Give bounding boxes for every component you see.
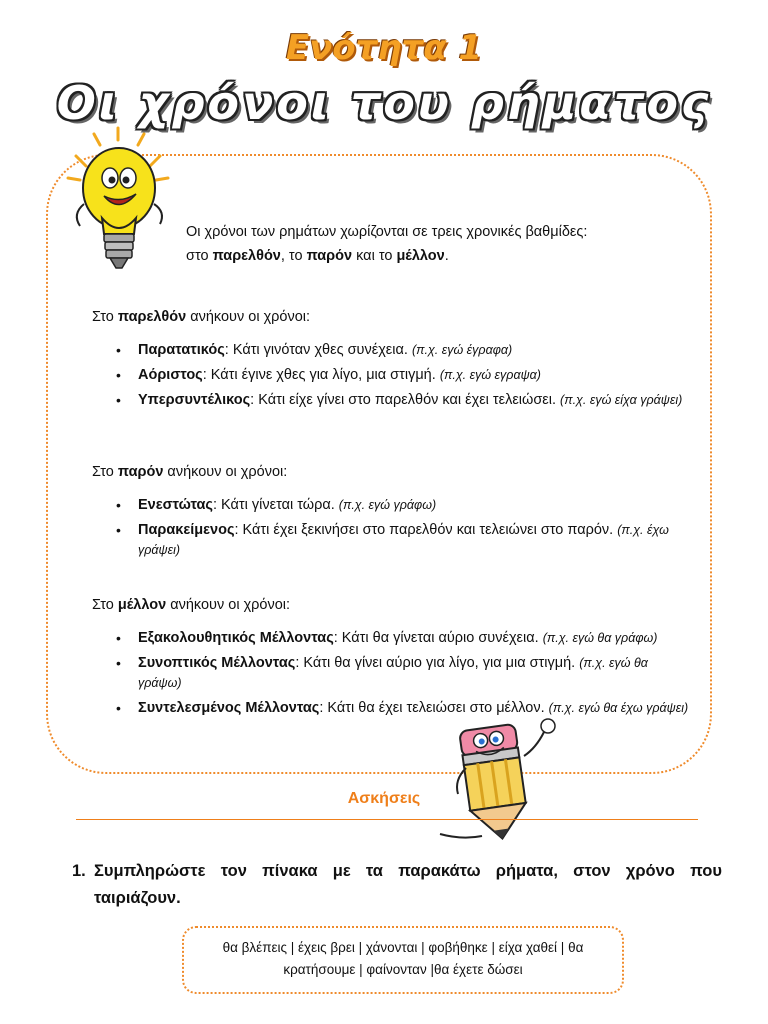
verb-bank-box	[182, 926, 624, 994]
section-heading-future: Στο μέλλον ανήκουν οι χρόνοι:	[92, 597, 291, 613]
exercises-heading: Ασκήσεις	[347, 790, 421, 807]
list-item: • Παρατατικός: Κάτι γινόταν χθες συνέχεια. (π.χ. εγώ έγραφα)	[92, 340, 692, 360]
verb-bank-line-2: κρατήσουμε | φαίνονταν |θα έχετε δώσει	[283, 962, 523, 977]
intro-line-1: Οι χρόνοι των ρημάτων χωρίζονται σε τρεις χρονικές βαθμίδες:	[186, 224, 588, 240]
list-item: • Παρακείμενος: Κάτι έχει ξεκινήσει στο παρελθόν και τελειώνει στο παρόν. (π.χ. έχω γράψει)	[92, 520, 692, 560]
task-1	[72, 858, 722, 912]
pencil-mascot-icon	[432, 708, 572, 848]
section-heading-past: Στο παρελθόν ανήκουν οι χρόνοι:	[92, 309, 311, 325]
intro-line-2: στο παρελθόν, το παρόν και το μέλλον.	[186, 248, 449, 264]
intro-future: μέλλον	[396, 248, 445, 264]
future-tense-list	[92, 628, 692, 723]
list-item: • Ενεστώτας: Κάτι γίνεται τώρα. (π.χ. εγώ γράφω)	[92, 495, 692, 515]
past-tense-list	[92, 340, 692, 415]
intro-past: παρελθόν	[212, 248, 281, 264]
unit-title: Ενότητα 1	[285, 28, 483, 68]
intro-present: παρόν	[306, 248, 353, 264]
lightbulb-mascot-icon	[64, 126, 174, 276]
list-item: • Αόριστος: Κάτι έγινε χθες για λίγο, μια στιγμή. (π.χ. εγώ εγραψα)	[92, 365, 692, 385]
list-item: • Συνοπτικός Μέλλοντας: Κάτι θα γίνει αύριο για λίγο, για μια στιγμή. (π.χ. εγώ θα γράψω)	[92, 653, 692, 693]
page-title: Οι χρόνοι του ρήματος	[56, 76, 712, 130]
list-item: • Συντελεσμένος Μέλλοντας: Κάτι θα έχει τελειώσει στο μέλλον. (π.χ. εγώ θα έχω γράψει)	[92, 698, 692, 718]
task-number: 1.	[72, 862, 86, 880]
list-item: • Εξακολουθητικός Μέλλοντας: Κάτι θα γίνεται αύριο συνέχεια. (π.χ. εγώ θα γράφω)	[92, 628, 692, 648]
divider	[76, 819, 698, 820]
section-heading-present: Στο παρόν ανήκουν οι χρόνοι:	[92, 464, 288, 480]
list-item: • Υπερσυντέλικος: Κάτι είχε γίνει στο παρελθόν και έχει τελειώσει. (π.χ. εγώ είχα γράψει)	[92, 390, 692, 410]
present-tense-list	[92, 495, 692, 565]
task-instruction: Συμπληρώστε τον πίνακα με τα παρακάτω ρήματα, στον χρόνο που ταιριάζουν.	[94, 862, 722, 907]
intro-text	[186, 220, 686, 268]
verb-bank-line-1: θα βλέπεις | έχεις βρει | χάνονται | φοβήθηκε | είχα χαθεί | θα	[222, 940, 584, 955]
